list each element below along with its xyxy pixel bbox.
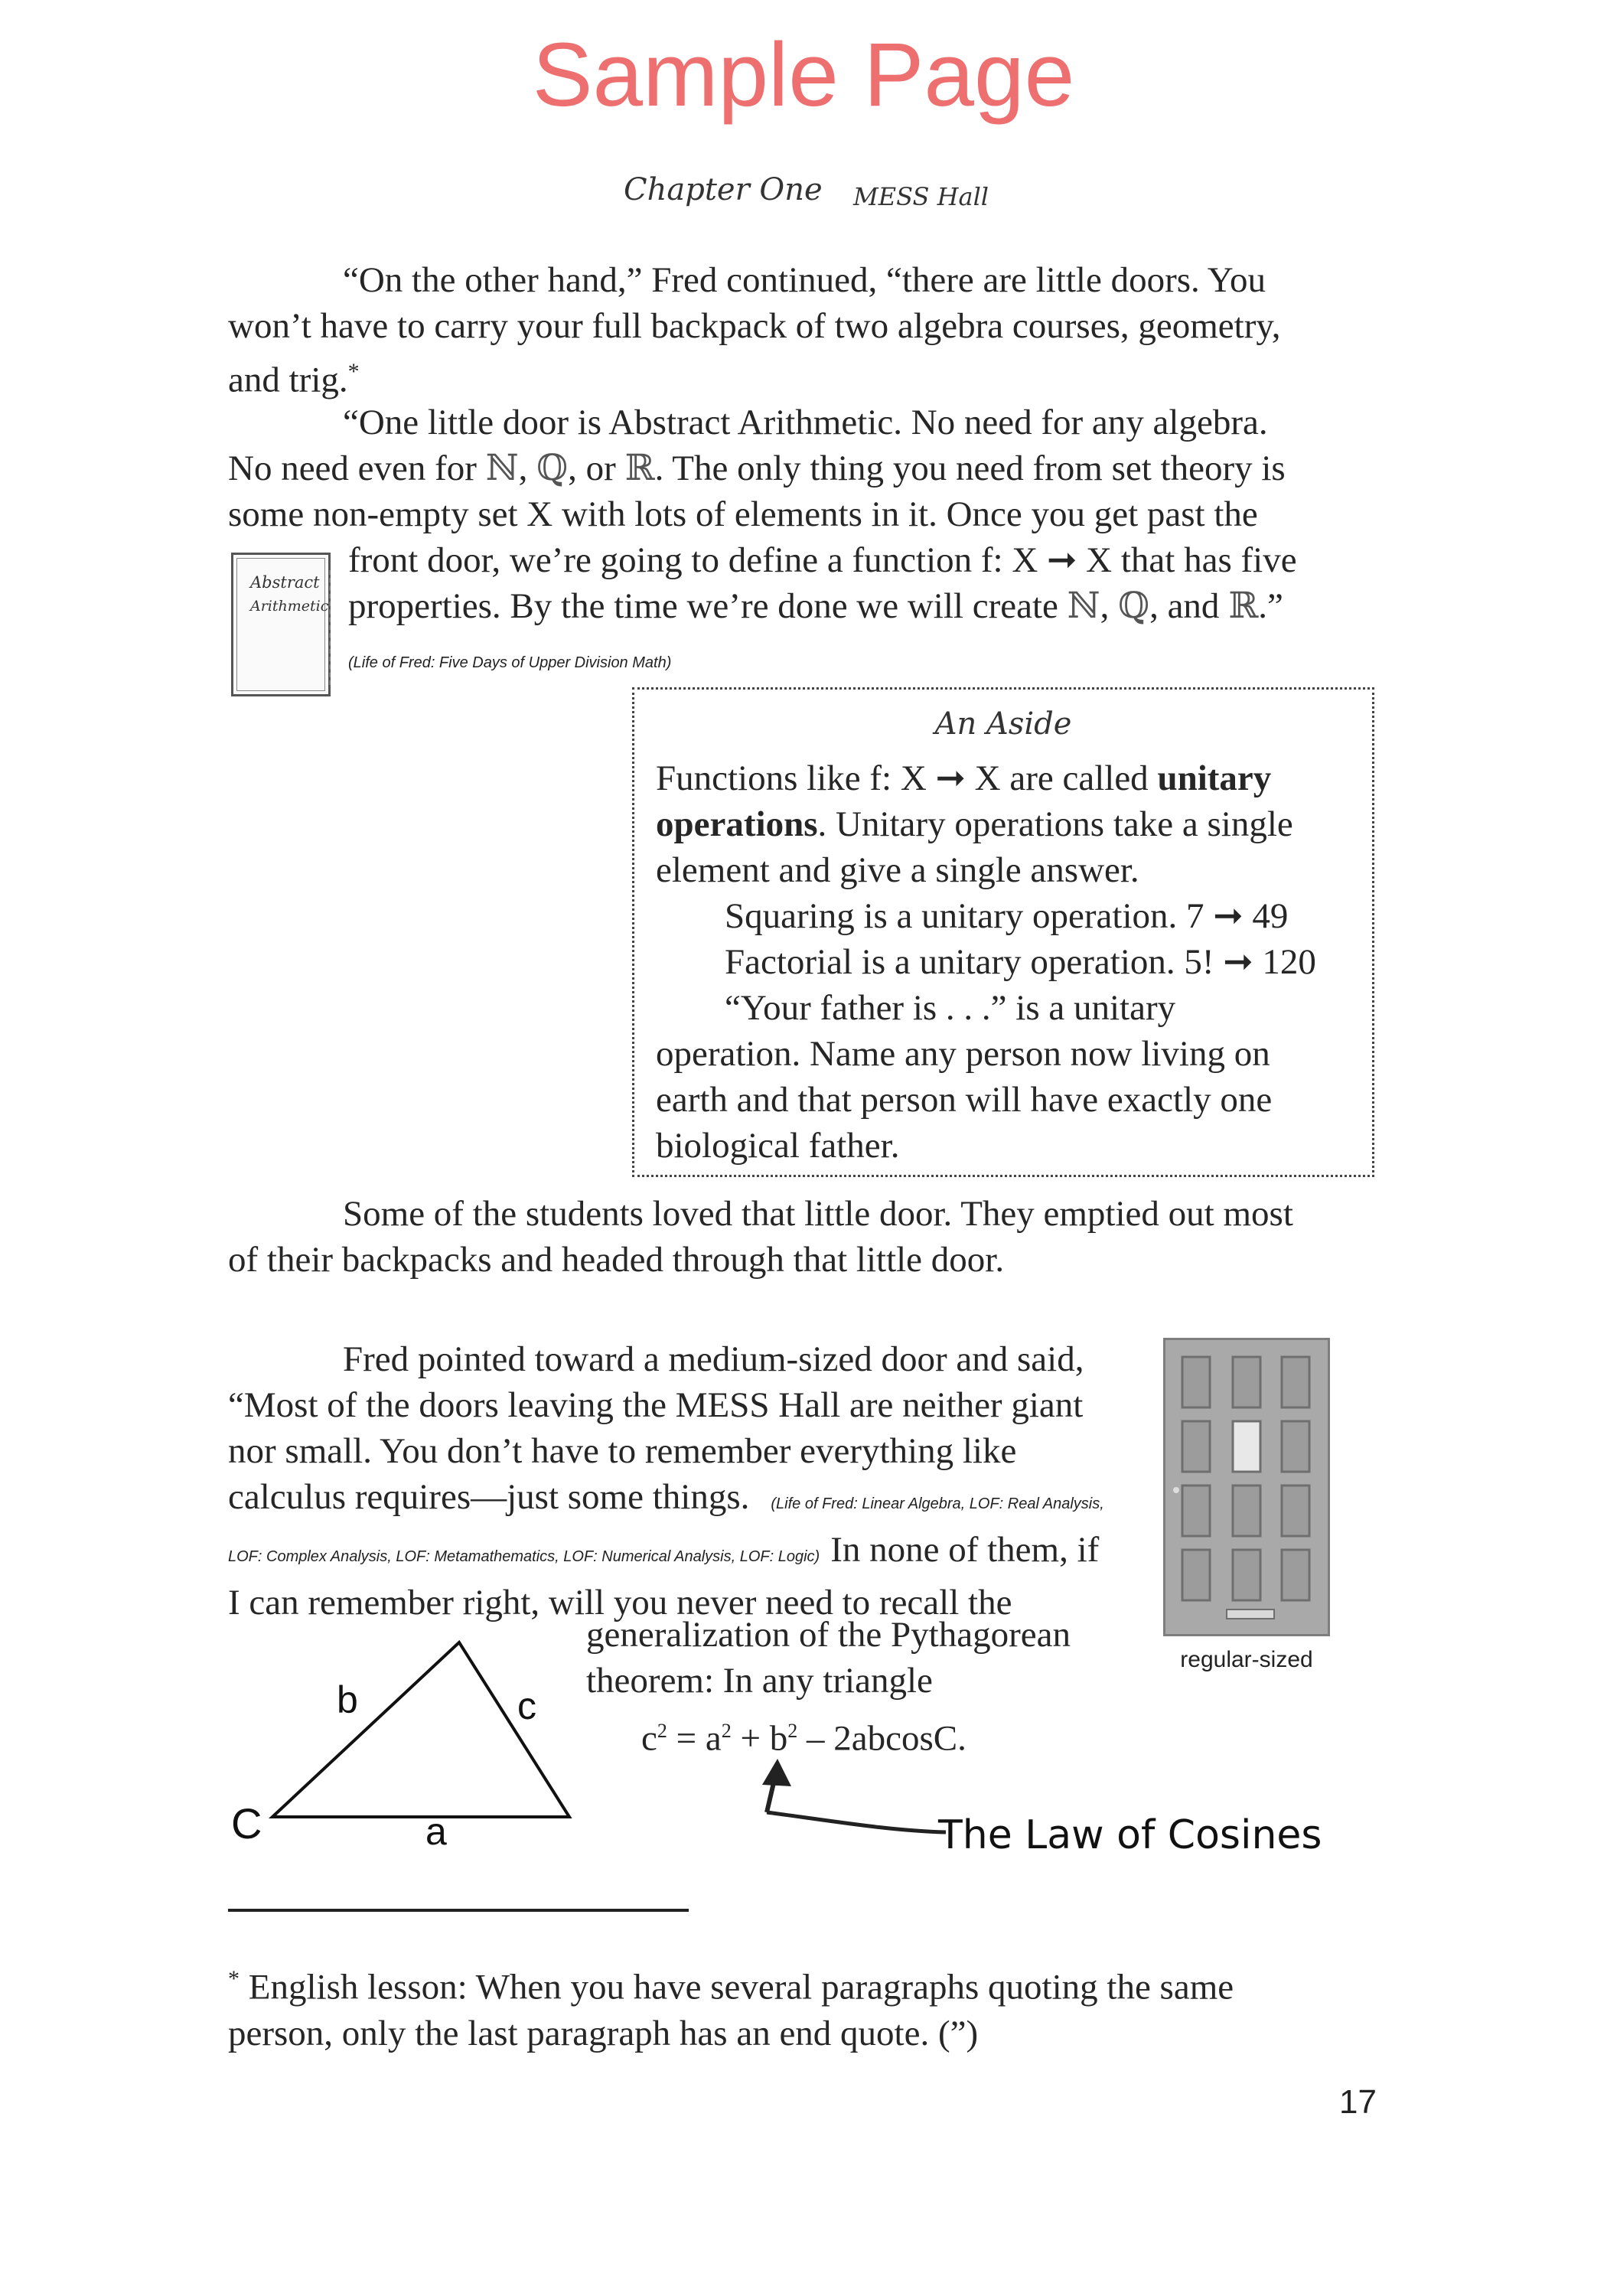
text-line: LOF: Complex Analysis, LOF: Metamathematics, LOF: Numerical Analysis, LOF: Logic) In none of them, if — [228, 1530, 1100, 1570]
text-line: operations. Unitary operations take a single — [656, 804, 1293, 844]
reals-symbol: ℝ — [624, 447, 655, 489]
aside-body — [656, 755, 1367, 1169]
text-line: element and give a single answer. — [656, 850, 1139, 890]
paragraph-2-wrap — [348, 537, 1435, 629]
text-line: “On the other hand,” Fred continued, “there are little doors. You — [343, 260, 1266, 300]
door-illustration — [1163, 1338, 1330, 1636]
text-line: Squaring is a unitary operation. 7 ➞ 49 — [725, 896, 1289, 936]
text-line: “One little door is Abstract Arithmetic. No need for any algebra. — [343, 403, 1268, 442]
text-line: “Your father is . . .” is a unitary — [725, 988, 1176, 1028]
text-line: properties. By the time we’re done we will create ℕ, ℚ, and ℝ.” — [348, 585, 1283, 627]
aside-box — [632, 687, 1374, 1177]
law-of-cosines-formula: $c^2 = a^2 + b^2 - 2abcosC$. — [641, 1718, 966, 1759]
text-line: won’t have to carry your full backpack of two algebra courses, geometry, — [228, 306, 1281, 346]
triangle-diagram — [230, 1627, 597, 1857]
text-line: and trig.* — [228, 359, 360, 400]
text-line: front door, we’re going to define a function f: X ➞ X that has five — [348, 540, 1297, 580]
footnote-divider — [228, 1909, 689, 1912]
text-line: operation. Name any person now living on — [656, 1034, 1270, 1074]
text-line: nor small. You don’t have to remember everything like — [228, 1431, 1017, 1471]
paragraph-4 — [228, 1336, 1177, 1626]
citation: (Life of Fred: Linear Algebra, LOF: Real Analysis, — [771, 1495, 1104, 1512]
text-line: I can remember right, will you never need to recall the — [228, 1583, 1012, 1623]
citation: LOF: Complex Analysis, LOF: Metamathematics, LOF: Numerical Analysis, LOF: Logic) — [228, 1548, 820, 1565]
text-line: calculus requires—just some things. (Life of Fred: Linear Algebra, LOF: Real Analysis, — [228, 1477, 1104, 1517]
triangle-label-c: c — [517, 1684, 536, 1727]
text-line: Factorial is a unitary operation. 5! ➞ 120 — [725, 942, 1316, 982]
footnote-marker: * — [347, 359, 360, 384]
text-line: Some of the students loved that little door. They emptied out most — [343, 1194, 1293, 1234]
triangle-label-b: b — [337, 1678, 358, 1721]
text-line: person, only the last paragraph has an end quote. (”) — [228, 2013, 979, 2053]
text-line: some non-empty set X with lots of elements in it. Once you get past the — [228, 494, 1258, 534]
door-caption: regular-sized — [1180, 1647, 1313, 1672]
text-line: Functions like f: X ➞ X are called unitary — [656, 758, 1272, 798]
text-line: of their backpacks and headed through that little door. — [228, 1240, 1005, 1280]
arrow-icon — [735, 1757, 949, 1849]
text-line: theorem: In any triangle — [586, 1661, 933, 1701]
law-of-cosines-label: The Law of Cosines — [938, 1812, 1322, 1858]
text-line: No need even for ℕ, ℚ, or ℝ. The only thing you need from set theory is — [228, 447, 1286, 489]
paragraph-1 — [228, 257, 1422, 403]
page-number: 17 — [1339, 2083, 1377, 2121]
citation: (Life of Fred: Five Days of Upper Division Math) — [348, 654, 672, 671]
text-line: “Most of the doors leaving the MESS Hall are neither giant — [228, 1385, 1084, 1425]
text-line: * English lesson: When you have several paragraphs quoting the same — [228, 1966, 1234, 2007]
text-line: biological father. — [656, 1126, 900, 1166]
paragraph-3 — [228, 1191, 1437, 1283]
rationals-symbol: ℚ — [536, 447, 569, 489]
text-line: Fred pointed toward a medium-sized door and said, — [343, 1339, 1084, 1379]
aside-title: An Aside — [934, 706, 1072, 742]
paragraph-2 — [228, 400, 1422, 537]
triangle-angle-C: C — [231, 1799, 262, 1848]
text-line: generalization of the Pythagorean — [586, 1615, 1071, 1655]
section-header: MESS Hall — [853, 182, 989, 211]
paragraph-4-wrap — [586, 1612, 1168, 1704]
text-line: earth and that person will have exactly one — [656, 1080, 1273, 1120]
naturals-symbol: ℕ — [485, 447, 519, 489]
triangle-label-a: a — [425, 1810, 447, 1853]
watermark: Sample Page — [532, 24, 1075, 126]
chapter-header: Chapter One — [624, 172, 823, 207]
footnote — [228, 1956, 1437, 2056]
book-icon: Abstract Arithmetic — [231, 553, 331, 696]
